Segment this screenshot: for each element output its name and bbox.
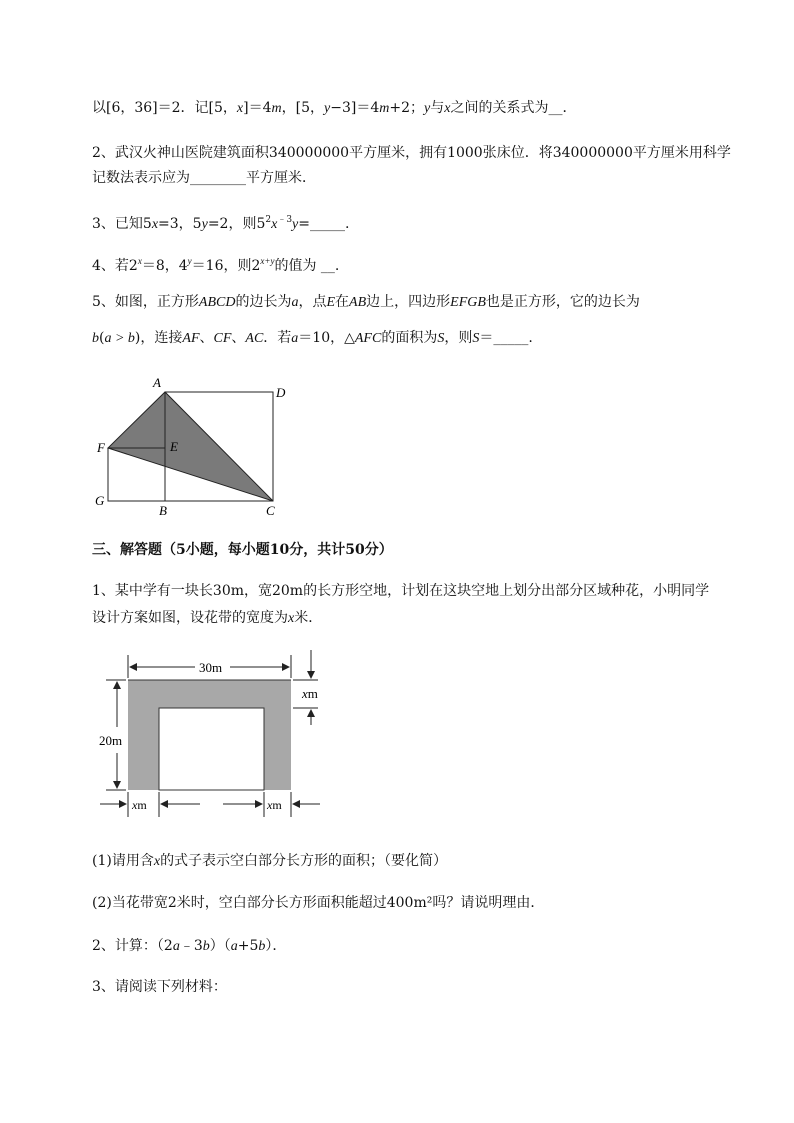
label-a: A (153, 375, 161, 390)
x-right-label: xm (267, 798, 282, 812)
label-c: C (266, 503, 275, 518)
question-5-line-2: b(a > b)，连接AF、CF、AC．若a＝10，△AFC的面积为S，则S＝_____. (92, 330, 533, 346)
problem-2: 2、计算：（2a﹣3b）（a+5b）． (92, 938, 287, 954)
question-3: 3、已知5x=3，5y=2，则$5^2x^{﹣3}y=\_\_\_\_\_$. (92, 215, 350, 232)
label-f: F (97, 440, 105, 455)
label-d: D (276, 385, 286, 400)
square-figure (90, 372, 300, 522)
blank-area (159, 708, 264, 790)
problem-1-sub-2: (2)当花带宽2米时，空白部分长方形面积能超过400m²吗？请说明理由． (92, 895, 545, 911)
label-e: E (170, 439, 178, 454)
width-label: 30m (199, 660, 223, 675)
intro-line: 以[6，36]＝2．记[5，x]＝4m，[5，y−3]＝4m+2；y与x之间的关系式为__． (92, 100, 577, 116)
x-left-label: xm (132, 798, 147, 812)
height-label: 20m (99, 733, 123, 748)
question-2-line-2: 记数法表示应为________平方厘米． (92, 170, 316, 186)
problem-1-line-1: 1、某中学有一块长30m，宽20m的长方形空地，计划在这块空地上划分出部分区域种花，小明同学 (92, 583, 710, 599)
label-g: G (95, 493, 105, 508)
problem-1-sub-1: (1)请用含x的式子表示空白部分长方形的面积；（要化简） (92, 853, 448, 869)
section-3-title: 三、解答题（5小题，每小题10分，共计50分） (92, 542, 393, 558)
label-b: B (159, 503, 167, 518)
problem-1-line-2: 设计方案如图，设花带的宽度为x米． (92, 610, 323, 626)
x-top-label: xm (302, 686, 318, 701)
flower-bed-figure (90, 645, 340, 825)
problem-3: 3、请阅读下列材料： (92, 979, 227, 995)
triangle-afc (108, 392, 273, 501)
question-2-line-1: 2、武汉火神山医院建筑面积340000000平方厘米，拥有1000张床位．将340000000平方厘米用科学 (92, 145, 731, 161)
question-4: 4、若$2^x=8$，$4^y=16$，则$2^{x+y}$的值为 __. (92, 256, 340, 274)
question-5-line-1: 5、如图，正方形ABCD的边长为a，点E在AB边上，四边形EFGB也是正方形，它的边长为 (92, 294, 640, 310)
